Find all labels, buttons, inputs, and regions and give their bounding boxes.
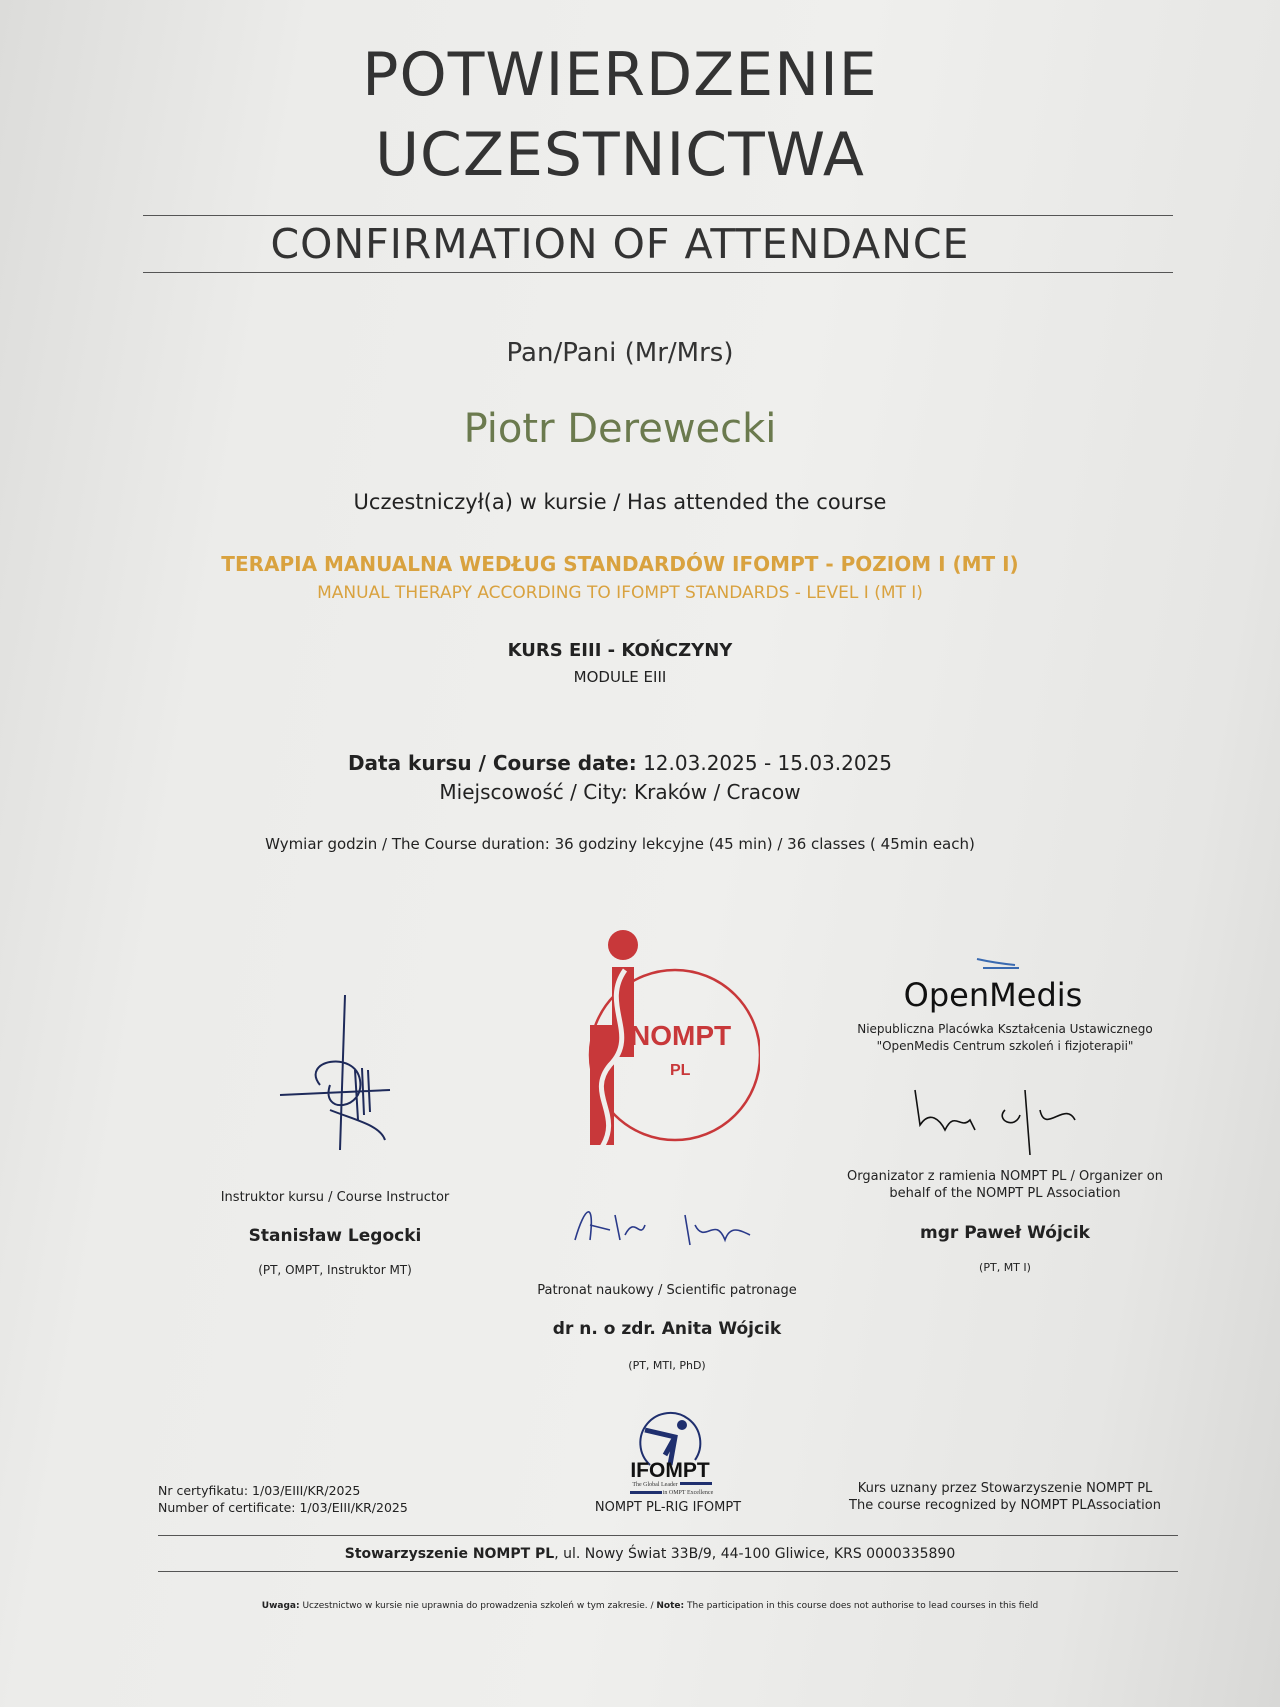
organizer-credentials: (PT, MT I) bbox=[979, 1261, 1031, 1274]
divider bbox=[158, 1571, 1178, 1572]
city: Miejscowość / City: Kraków / Cracow bbox=[439, 780, 801, 804]
note-en: The participation in this course does not authorise to lead courses in this field bbox=[684, 1601, 1039, 1611]
certificate-number-en: Number of certificate: 1/03/EIII/KR/2025 bbox=[158, 1500, 408, 1515]
note-en-label: Note: bbox=[656, 1601, 685, 1611]
nompt-logo-sub: PL bbox=[670, 1062, 691, 1079]
organizer-label-1: Organizator z ramienia NOMPT PL / Organizer on bbox=[847, 1169, 1163, 1184]
recognized-en: The course recognized by NOMPT PLAssociation bbox=[849, 1498, 1161, 1513]
instructor-name: Stanisław Legocki bbox=[248, 1226, 422, 1246]
nompt-logo bbox=[570, 925, 760, 1155]
duration: Wymiar godzin / The Course duration: 36 godziny lekcyjne (45 min) / 36 classes ( 45min each) bbox=[265, 835, 975, 853]
title-pl-line2: UCZESTNICTWA bbox=[375, 120, 865, 190]
course-date bbox=[0, 751, 1240, 775]
openmedis-logo: OpenMedis bbox=[903, 976, 1083, 1014]
course-title-en: MANUAL THERAPY ACCORDING TO IFOMPT STANDARDS - LEVEL I (MT I) bbox=[317, 583, 923, 603]
participant-name: Piotr Derewecki bbox=[463, 406, 777, 452]
association-address bbox=[30, 1546, 1270, 1562]
ifompt-caption: NOMPT PL-RIG IFOMPT bbox=[594, 1500, 742, 1515]
divider bbox=[143, 215, 1173, 216]
footer-note bbox=[30, 1601, 1270, 1611]
ifompt-logo bbox=[610, 1405, 730, 1500]
date-label: Data kursu / Course date: bbox=[347, 751, 637, 775]
ifompt-tagline-2: in OMPT Excellence bbox=[662, 1490, 714, 1496]
patron-label: Patronat naukowy / Scientific patronage bbox=[537, 1283, 797, 1298]
recognized-pl: Kurs uznany przez Stowarzyszenie NOMPT PL bbox=[857, 1481, 1153, 1496]
divider bbox=[158, 1535, 1178, 1536]
ifompt-tagline-1: The Global Leader bbox=[632, 1482, 678, 1488]
patron-credentials: (PT, MTI, PhD) bbox=[628, 1359, 706, 1372]
title-pl-line1: POTWIERDZENIE bbox=[362, 40, 878, 110]
note-pl: Uczestnictwo w kursie nie uprawnia do prowadzenia szkoleń w tym zakresie. / bbox=[299, 1601, 657, 1611]
openmedis-logo-mark bbox=[975, 955, 1025, 971]
date-value: 12.03.2025 - 15.03.2025 bbox=[643, 751, 893, 775]
patron-signature bbox=[565, 1195, 765, 1255]
certificate-number-pl: Nr certyfikatu: 1/03/EIII/KR/2025 bbox=[158, 1483, 361, 1498]
title-en: CONFIRMATION OF ATTENDANCE bbox=[270, 220, 970, 268]
association-name: Stowarzyszenie NOMPT PL bbox=[344, 1546, 555, 1562]
note-pl-label: Uwaga: bbox=[261, 1601, 300, 1611]
divider bbox=[143, 272, 1173, 273]
attended-text: Uczestniczył(a) w kursie / Has attended the course bbox=[353, 490, 887, 514]
module-pl: KURS EIII - KOŃCZYNY bbox=[507, 640, 733, 661]
organizer-label-2: behalf of the NOMPT PL Association bbox=[889, 1186, 1121, 1201]
organizer-subtitle-2: "OpenMedis Centrum szkoleń i fizjoterapii" bbox=[876, 1039, 1134, 1053]
instructor-signature bbox=[260, 990, 400, 1160]
organizer-subtitle-1: Niepubliczna Placówka Kształcenia Ustawicznego bbox=[857, 1022, 1153, 1036]
instructor-label: Instruktor kursu / Course Instructor bbox=[220, 1190, 450, 1205]
ifompt-logo-text: IFOMPT bbox=[630, 1459, 710, 1482]
organizer-signature bbox=[905, 1080, 1085, 1160]
salutation: Pan/Pani (Mr/Mrs) bbox=[506, 338, 734, 368]
instructor-credentials: (PT, OMPT, Instruktor MT) bbox=[258, 1263, 412, 1277]
patron-name: dr n. o zdr. Anita Wójcik bbox=[552, 1319, 782, 1339]
module-en: MODULE EIII bbox=[573, 668, 667, 686]
nompt-logo-text: NOMPT bbox=[630, 1020, 732, 1051]
course-title-pl: TERAPIA MANUALNA WEDŁUG STANDARDÓW IFOMPT - POZIOM I (MT I) bbox=[221, 552, 1019, 576]
organizer-name: mgr Paweł Wójcik bbox=[920, 1223, 1090, 1243]
address-details: , ul. Nowy Świat 33B/9, 44-100 Gliwice, KRS 0000335890 bbox=[554, 1546, 956, 1562]
